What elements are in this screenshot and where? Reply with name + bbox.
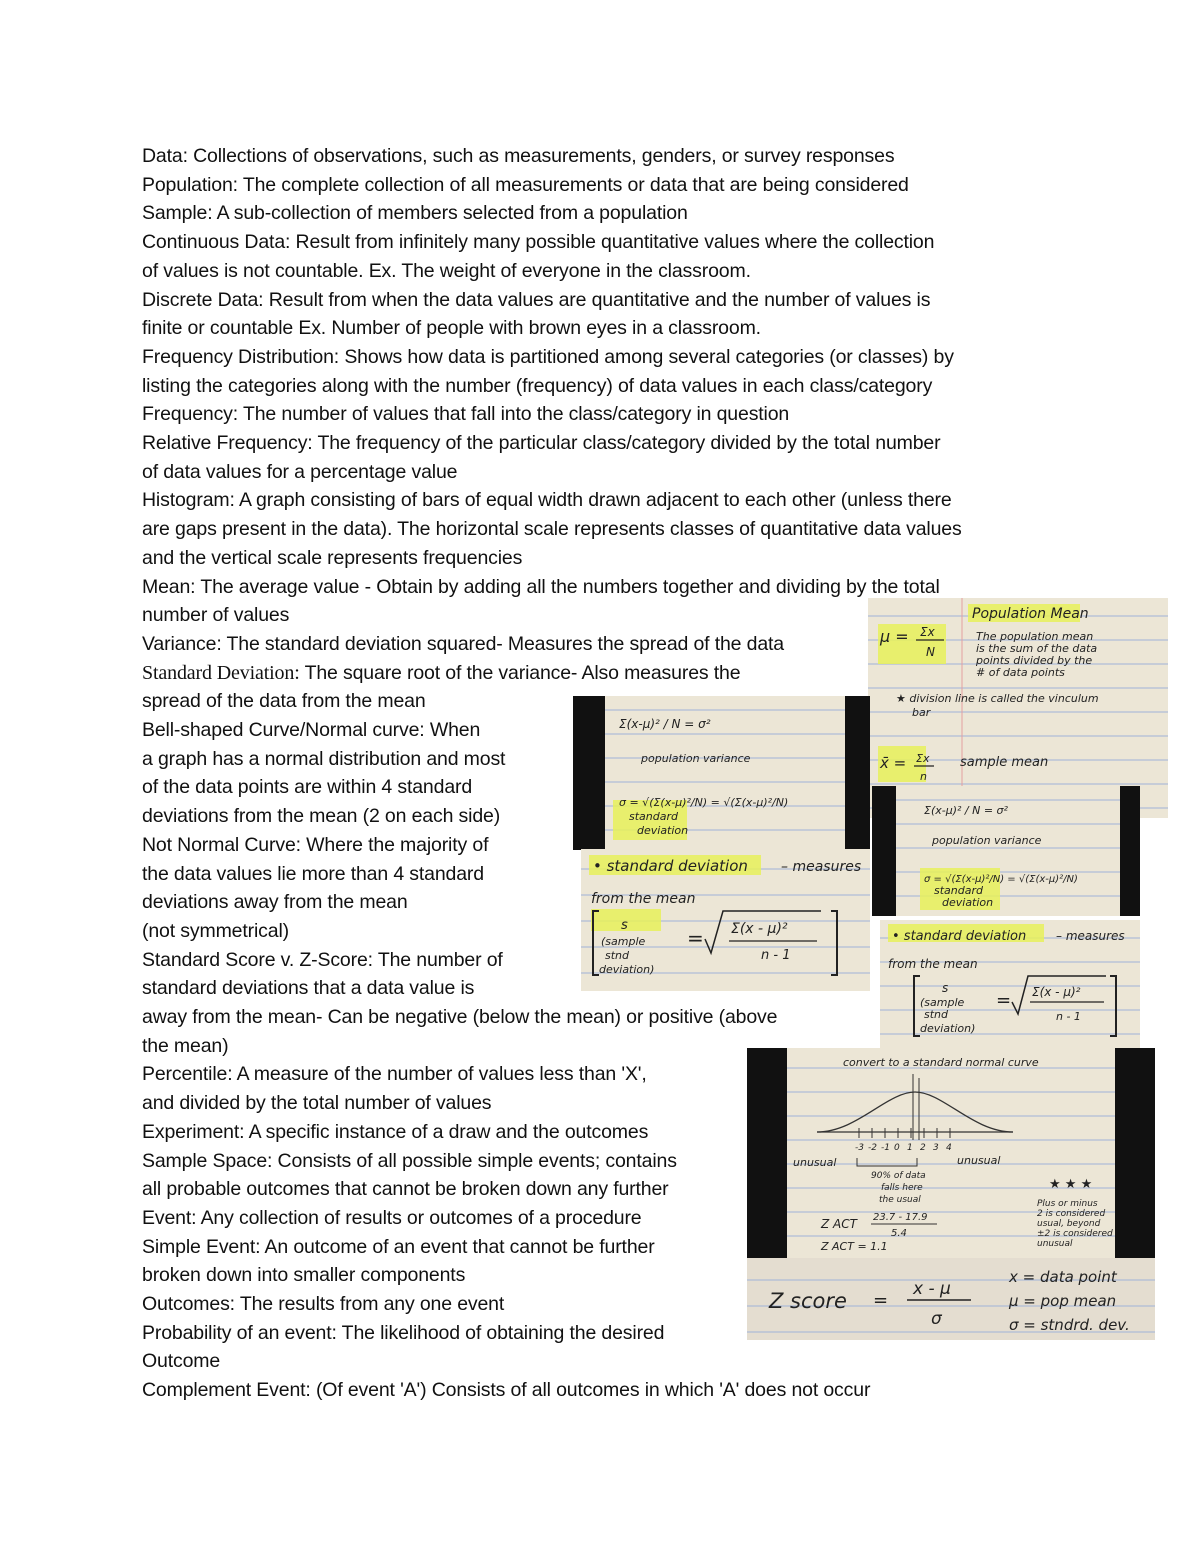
variance-copy-sd-formula: σ = √(Σ(x-μ)²/N) = √(Σ(x-μ)²/N)	[924, 874, 1078, 885]
variance-label: population variance	[641, 752, 751, 765]
definition-line: finite or countable Ex. Number of people with brown eyes in a classroom.	[142, 317, 761, 340]
sample-mean-den: n	[920, 770, 927, 783]
svg-text:=: =	[996, 990, 1012, 1011]
note-photo-population-mean	[868, 598, 1168, 818]
middle-label-1: 90% of data	[871, 1171, 926, 1181]
variance-sd-label-1: standard	[629, 810, 678, 823]
definition-line: Percentile: A measure of the number of values less than 'X',	[142, 1063, 647, 1086]
unusual-right-label: unusual	[957, 1154, 1001, 1167]
definition-line: Probability of an event: The likelihood of obtaining the desired	[142, 1321, 665, 1344]
variance-sd-formula: σ = √(Σ(x-μ)²/N) = √(Σ(x-μ)²/N)	[619, 796, 789, 809]
definition-line: away from the mean- Can be negative (below the mean) or positive (above	[142, 1006, 778, 1028]
curve-tick-label: -1	[881, 1143, 890, 1153]
pop-mean-lhs: μ =	[880, 627, 909, 646]
vinculum-note-2: bar	[912, 706, 931, 719]
definition-line: the data values lie more than 4 standard	[142, 862, 484, 885]
definition-line: are gaps present in the data). The horizontal scale represents classes of quantitative data values	[142, 518, 962, 541]
curve-tick-label: 1	[907, 1143, 913, 1153]
middle-label-2: falls here	[881, 1183, 923, 1193]
curve-tick-label: 0	[894, 1143, 900, 1153]
definition-line: (not symmetrical)	[142, 919, 289, 942]
definition-line-text: The square root of the variance- Also measures the	[304, 661, 741, 684]
definition-line: broken down into smaller components	[142, 1264, 466, 1287]
variance-copy-label: population variance	[932, 834, 1042, 847]
variance-copy-sd-label-1: standard	[934, 884, 983, 897]
definition-line: listing the categories along with the number (frequency) of data values in each class/category	[142, 374, 933, 397]
definition-line: Outcome	[142, 1350, 221, 1373]
z-score-numerator: x - μ	[913, 1279, 951, 1299]
definition-line: of the data points are within 4 standard	[142, 776, 473, 799]
z-score-equals: =	[873, 1290, 889, 1311]
pop-mean-desc-2: is the sum of the data	[976, 642, 1098, 655]
std-dev-formula-den: n - 1	[761, 948, 791, 963]
middle-label-3: the usual	[879, 1195, 921, 1205]
std-dev-copy-line-2: from the mean	[888, 957, 978, 971]
definition-line: number of values	[142, 604, 290, 627]
definition-line: and the vertical scale represents frequencies	[142, 546, 523, 569]
definition-line: Sample: A sub-collection of members selected from a population	[142, 202, 688, 225]
vinculum-note-1: ★ division line is called the vinculum	[896, 692, 1099, 705]
definition-line: Outcomes: The results from any one event	[142, 1293, 505, 1315]
z-act-numerator: 23.7 - 17.9	[873, 1212, 928, 1223]
definition-line: Event: Any collection of results or outcomes of a procedure	[142, 1206, 642, 1229]
range-note-2: 2 is considered	[1037, 1209, 1106, 1219]
legend-sigma: σ = stndrd. dev.	[1009, 1316, 1130, 1334]
definition-line: Frequency Distribution: Shows how data is partitioned among several categories (or classes) by	[142, 345, 954, 368]
definition-line: Standard Score v. Z-Score: The number of	[142, 948, 503, 971]
note-photo-variance	[573, 696, 870, 850]
curve-tick-label: 4	[946, 1143, 952, 1153]
pop-mean-den: N	[926, 645, 935, 659]
definition-line: Mean: The average value - Obtain by adding all the numbers together and dividing by the total	[142, 575, 940, 598]
population-mean-heading: Population Mean	[972, 606, 1089, 622]
definition-line: the mean)	[142, 1034, 229, 1057]
definition-line	[142, 659, 740, 688]
std-dev-term: Standard Deviation:	[142, 661, 300, 684]
definition-line: spread of the data from the mean	[142, 690, 426, 713]
std-dev-copy-s-desc-1: (sample	[920, 996, 965, 1009]
svg-text:=: =	[687, 926, 704, 950]
note-photo-std-dev-copy	[880, 920, 1140, 1048]
definition-line: of values is not countable. Ex. The weight of everyone in the classroom.	[142, 259, 751, 282]
curve-tick-label: 3	[933, 1143, 939, 1153]
z-score-denominator: σ	[931, 1309, 942, 1329]
variance-formula: Σ(x-μ)² / N = σ²	[619, 717, 711, 731]
std-dev-s: s	[621, 918, 628, 933]
definition-line: and divided by the total number of values	[142, 1092, 492, 1115]
sample-mean-num: Σx	[916, 752, 930, 765]
std-dev-formula-num: Σ(x - μ)²	[731, 921, 788, 937]
note-photo-normal-curve	[747, 1048, 1155, 1340]
std-dev-s-desc-1: (sample	[601, 935, 646, 948]
definition-line: Not Normal Curve: Where the majority of	[142, 833, 489, 856]
definition-line: all probable outcomes that cannot be broken down any further	[142, 1178, 669, 1201]
std-dev-line-2: from the mean	[591, 891, 696, 907]
definition-line: Histogram: A graph consisting of bars of equal width drawn adjacent to each other (unless there	[142, 489, 952, 512]
curve-tick-label: 2	[920, 1143, 926, 1153]
definition-line: Frequency: The number of values that fall into the class/category in question	[142, 403, 790, 426]
variance-sd-label-2: deviation	[637, 824, 689, 837]
std-dev-copy-formula-den: n - 1	[1056, 1010, 1081, 1023]
definition-line: Continuous Data: Result from infinitely many possible quantitative values where the collection	[142, 231, 935, 254]
std-dev-copy-s: s	[942, 981, 949, 995]
curve-tick-label: -3	[855, 1143, 864, 1153]
definition-line: Discrete Data: Result from when the data values are quantitative and the number of values is	[142, 288, 931, 311]
normal-curve-heading: convert to a standard normal curve	[843, 1056, 1039, 1069]
definition-line: Variance: The standard deviation squared- Measures the spread of the data	[142, 632, 784, 655]
definition-line: Complement Event: (Of event 'A') Consists of all outcomes in which 'A' does not occur	[142, 1379, 871, 1402]
definition-line: Simple Event: An outcome of an event that cannot be further	[142, 1235, 655, 1258]
std-dev-heading: • standard deviation	[593, 857, 748, 875]
note-photo-std-dev	[581, 849, 870, 991]
definition-line: Sample Space: Consists of all possible simple events; contains	[142, 1149, 677, 1172]
z-act-label: Z ACT	[821, 1217, 857, 1231]
pop-mean-num: Σx	[920, 625, 935, 639]
definition-line: of data values for a percentage value	[142, 460, 458, 483]
definition-line: Population: The complete collection of all measurements or data that are being considered	[142, 173, 909, 196]
std-dev-copy-heading-tail: – measures	[1056, 929, 1125, 943]
note-photo-variance-copy	[872, 786, 1140, 916]
definition-line: Relative Frequency: The frequency of the particular class/category divided by the total number	[142, 432, 941, 454]
range-note-1: Plus or minus	[1037, 1199, 1098, 1209]
z-act-denominator: 5.4	[891, 1228, 907, 1239]
std-dev-copy-s-desc-2: stnd	[924, 1008, 948, 1021]
variance-copy-sd-label-2: deviation	[942, 896, 994, 909]
pop-mean-desc-4: # of data points	[976, 666, 1065, 679]
definition-line: Data: Collections of observations, such as measurements, genders, or survey responses	[142, 145, 895, 167]
std-dev-copy-formula-num: Σ(x - μ)²	[1032, 985, 1081, 999]
stars: ★ ★ ★	[1049, 1177, 1093, 1192]
std-dev-heading-tail: – measures	[781, 859, 862, 875]
definition-line: a graph has a normal distribution and most	[142, 747, 506, 770]
variance-copy-formula: Σ(x-μ)² / N = σ²	[924, 804, 1008, 817]
std-dev-copy-s-desc-3: deviation)	[920, 1022, 976, 1035]
range-note-4: ±2 is considered	[1037, 1229, 1113, 1239]
definition-line: standard deviations that a data value is	[142, 977, 475, 1000]
definition-line: Bell-shaped Curve/Normal curve: When	[142, 719, 481, 741]
z-score-label: Z score	[769, 1289, 847, 1313]
definition-line: deviations away from the mean	[142, 891, 408, 914]
std-dev-copy-heading: • standard deviation	[892, 929, 1027, 944]
legend-x: x = data point	[1009, 1268, 1117, 1286]
unusual-left-label: unusual	[793, 1156, 837, 1169]
std-dev-s-desc-3: deviation)	[599, 963, 655, 976]
pop-mean-desc-3: points divided by the	[976, 654, 1093, 667]
curve-tick-label: -2	[868, 1143, 877, 1153]
range-note-3: usual, beyond	[1037, 1219, 1101, 1229]
pop-mean-desc-1: The population mean	[976, 630, 1094, 643]
std-dev-s-desc-2: stnd	[605, 949, 629, 962]
sample-mean-label: sample mean	[960, 755, 1049, 770]
legend-mu: μ = pop mean	[1009, 1292, 1117, 1310]
z-act-result: Z ACT = 1.1	[821, 1240, 888, 1253]
definition-line: deviations from the mean (2 on each side)	[142, 805, 501, 828]
sample-mean-lhs: x̄ =	[880, 754, 907, 772]
definition-line: Experiment: A specific instance of a draw and the outcomes	[142, 1120, 649, 1143]
range-note-5: unusual	[1037, 1239, 1073, 1249]
